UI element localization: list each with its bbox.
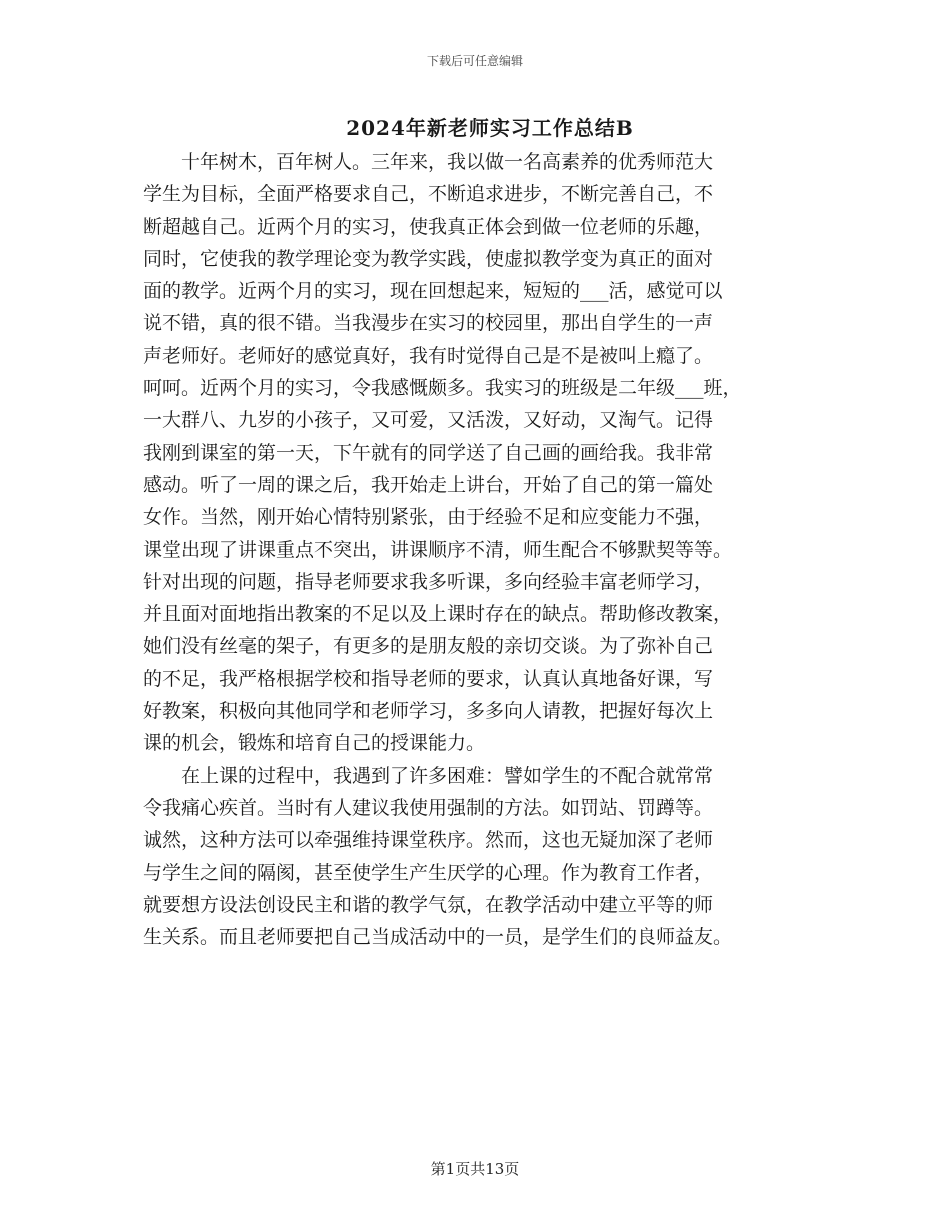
text-line: 女作。当然，刚开始心情特别紧张，由于经验不足和应变能力不强， [143, 506, 714, 529]
text-line: 针对出现的问题，指导老师要求我多听课，多向经验丰富老师学习， [143, 570, 714, 593]
text-line: 面的教学。近两个月的实习，现在回想起来，短短的___活，感觉可以 [143, 280, 723, 303]
document-body [143, 146, 815, 953]
text-line: 的不足，我严格根据学校和指导老师的要求，认真认真地备好课，写 [143, 667, 714, 690]
page-header-note: 下载后可任意编辑 [426, 54, 523, 68]
text-line: 与学生之间的隔阂，甚至使学生产生厌学的心理。作为教育工作者， [143, 861, 714, 884]
text-line: 呵呵。近两个月的实习，令我感慨颇多。我实习的班级是二年级___班， [143, 377, 742, 400]
text-line: 同时，它使我的教学理论变为教学实践，使虚拟教学变为真正的面对 [143, 247, 714, 270]
text-line: 在上课的过程中，我遇到了许多困难：譬如学生的不配合就常常 [181, 764, 714, 787]
text-line: 声老师好。老师好的感觉真好，我有时觉得自己是不是被叫上瘾了。 [143, 344, 714, 367]
paragraph-2 [143, 760, 815, 954]
text-line: 我刚到课室的第一天，下午就有的同学送了自己画的画给我。我非常 [143, 441, 714, 464]
text-line: 诚然，这种方法可以牵强维持课堂秩序。然而，这也无疑加深了老师 [143, 829, 714, 852]
text-line: 断超越自己。近两个月的实习，使我真正体会到做一位老师的乐趣， [143, 215, 714, 238]
text-line: 她们没有丝毫的架子，有更多的是朋友般的亲切交谈。为了弥补自己 [143, 635, 714, 658]
paragraph-1 [143, 146, 815, 760]
text-line: 并且面对面地指出教案的不足以及上课时存在的缺点。帮助修改教案， [143, 603, 733, 626]
text-line: 十年树木，百年树人。三年来，我以做一名高素养的优秀师范大 [181, 151, 714, 173]
text-line: 说不错，真的很不错。当我漫步在实习的校园里，那出自学生的一声 [143, 312, 714, 335]
text-line: 学生为目标，全面严格要求自己，不断追求进步，不断完善自己，不 [143, 183, 714, 206]
text-line: 好教案，积极向其他同学和老师学习，多多向人请教，把握好每次上 [143, 700, 714, 723]
text-line: 课的机会，锻炼和培育自己的授课能力。 [143, 732, 486, 755]
text-line: 一大群八、九岁的小孩子，又可爱，又活泼，又好动，又淘气。记得 [143, 409, 714, 432]
text-line: 生关系。而且老师要把自己当成活动中的一员，是学生们的良师益友。 [143, 926, 733, 949]
page-number: 第1页共13页 [430, 1160, 520, 1178]
text-line: 令我痛心疾首。当时有人建议我使用强制的方法。如罚站、罚蹲等。 [143, 796, 714, 819]
text-line: 课堂出现了讲课重点不突出，讲课顺序不清，师生配合不够默契等等。 [143, 538, 733, 561]
text-line: 感动。听了一周的课之后，我开始走上讲台，开始了自己的第一篇处 [143, 473, 714, 496]
text-line: 就要想方设法创设民主和谐的教学气氛，在教学活动中建立平等的师 [143, 893, 714, 916]
document-title: 2024年新老师实习工作总结B [346, 116, 634, 140]
